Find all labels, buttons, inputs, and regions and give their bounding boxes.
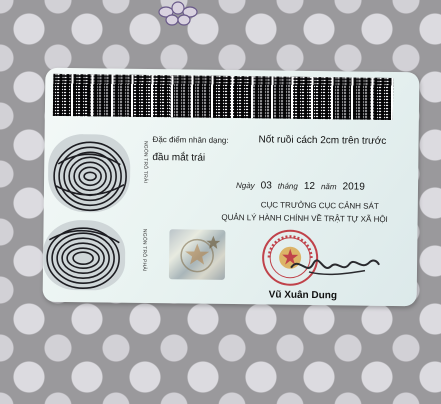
features-value-line1: Nốt ruồi cách 2cm trên trước xyxy=(258,134,387,147)
signer-name: Vũ Xuân Dung xyxy=(268,289,338,302)
id-card-back xyxy=(43,68,420,307)
date-day-label: Ngày xyxy=(235,181,255,191)
date-year-label: năm xyxy=(320,182,337,192)
issuer-title-line1: CỤC TRƯỞNG CỤC CẢNH SÁT xyxy=(260,200,379,211)
features-value-line2: đầu mắt trái xyxy=(152,152,206,164)
date-month: 12 xyxy=(303,180,316,193)
date-year: 2019 xyxy=(342,181,365,193)
right-index-label: NGÓN TRỎ PHẢI xyxy=(140,228,148,272)
hologram xyxy=(169,229,226,280)
flower-pattern-icon xyxy=(156,0,200,28)
signature xyxy=(289,246,381,283)
issue-date xyxy=(236,180,371,193)
issuer-title-line2: QUẢN LÝ HÀNH CHÍNH VỀ TRẬT TỰ XÃ HỘI xyxy=(221,212,388,224)
left-index-label: NGÓN TRỎ TRÁI xyxy=(142,140,149,184)
left-index-fingerprint xyxy=(48,134,131,213)
right-index-fingerprint xyxy=(43,220,126,291)
features-label: Đặc điểm nhân dạng: xyxy=(152,135,229,145)
date-month-label: tháng xyxy=(277,181,298,191)
mrz-barcode xyxy=(53,74,393,120)
date-day: 03 xyxy=(260,180,272,192)
